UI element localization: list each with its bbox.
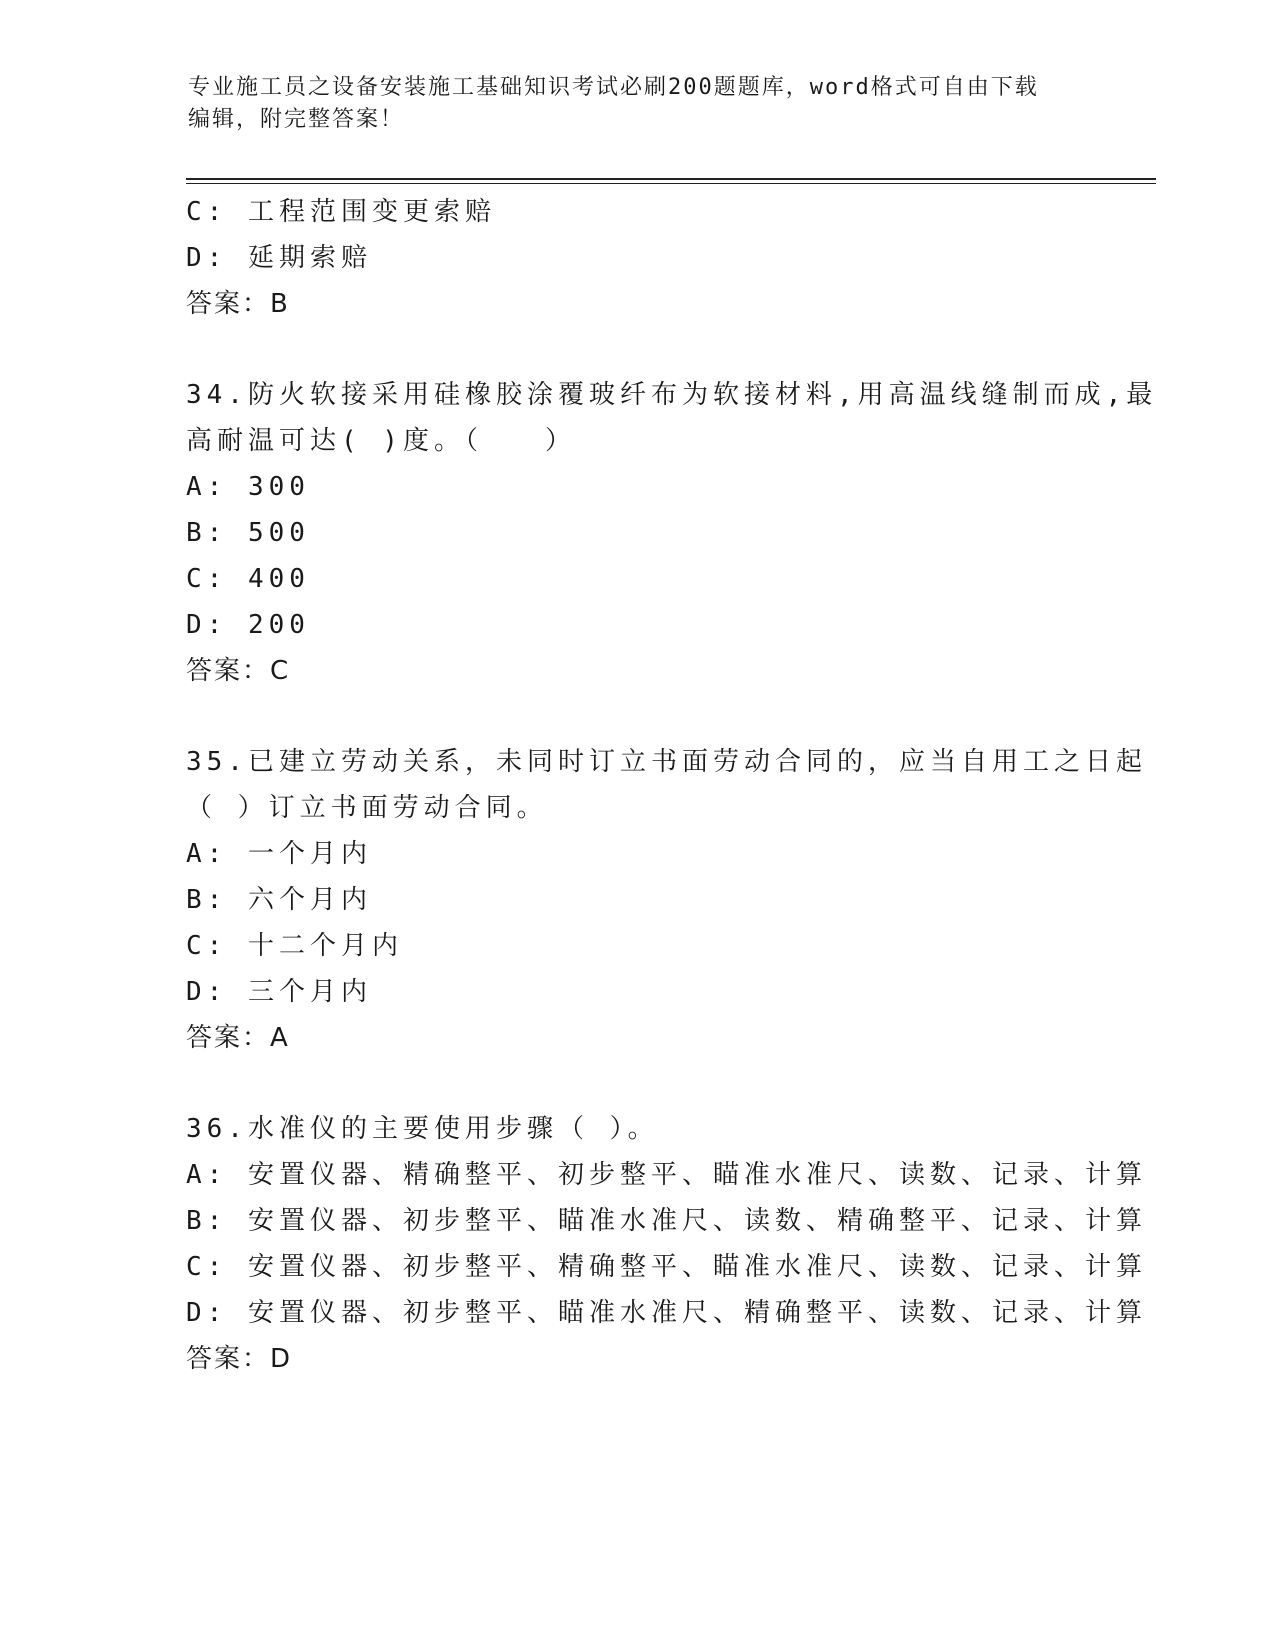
option-b: B: 500 bbox=[186, 518, 310, 548]
prev-question bbox=[186, 189, 1086, 327]
option-a: A: 一个月内 bbox=[186, 839, 372, 869]
document-body bbox=[186, 189, 1158, 1382]
answer-line: 答案：C bbox=[186, 656, 291, 686]
question-35 bbox=[186, 739, 1147, 1061]
header-line-1: 专业施工员之设备安装施工基础知识考试必刷200题题库，word格式可自由下载 bbox=[188, 75, 1039, 100]
question-line: （ ）订立书面劳动合同。 bbox=[186, 793, 548, 823]
answer-line: 答案：B bbox=[186, 289, 290, 319]
question-line: 36.水准仪的主要使用步骤（ ）。 bbox=[186, 1114, 659, 1144]
option-a: A: 安置仪器、精确整平、初步整平、瞄准水准尺、读数、记录、计算 bbox=[186, 1160, 1147, 1190]
option-c: C: 安置仪器、初步整平、精确整平、瞄准水准尺、读数、记录、计算 bbox=[186, 1252, 1147, 1282]
option-d: D: 三个月内 bbox=[186, 977, 372, 1007]
question-36 bbox=[186, 1106, 1147, 1382]
option-d: D: 200 bbox=[186, 610, 310, 640]
question-line: 34.防火软接采用硅橡胶涂覆玻纤布为软接材料,用高温线缝制而成,最 bbox=[186, 380, 1158, 410]
question-text bbox=[186, 739, 1147, 831]
answer-line: 答案：D bbox=[186, 1344, 293, 1374]
answer-line: 答案：A bbox=[186, 1023, 290, 1053]
header-divider-thick bbox=[186, 178, 1156, 180]
document-header bbox=[188, 72, 1068, 136]
question-text bbox=[186, 372, 1158, 464]
option-b: B: 安置仪器、初步整平、瞄准水准尺、读数、精确整平、记录、计算 bbox=[186, 1206, 1147, 1236]
header-line-2: 编辑，附完整答案！ bbox=[188, 107, 405, 132]
option-c: C: 十二个月内 bbox=[186, 931, 403, 961]
option-b: B: 六个月内 bbox=[186, 885, 372, 915]
spacer bbox=[186, 1061, 1086, 1106]
header-divider-thin bbox=[186, 183, 1156, 184]
spacer bbox=[186, 694, 1086, 739]
option-d: D: 延期索赔 bbox=[186, 243, 372, 273]
question-34 bbox=[186, 372, 1158, 694]
option-d: D: 安置仪器、初步整平、瞄准水准尺、精确整平、读数、记录、计算 bbox=[186, 1298, 1147, 1328]
option-a: A: 300 bbox=[186, 472, 310, 502]
option-c: C: 工程范围变更索赔 bbox=[186, 197, 496, 227]
question-line: 35.已建立劳动关系，未同时订立书面劳动合同的，应当自用工之日起 bbox=[186, 747, 1147, 777]
question-text bbox=[186, 1106, 1086, 1152]
question-line: 高耐温可达( )度。（ ） bbox=[186, 426, 576, 456]
option-c: C: 400 bbox=[186, 564, 310, 594]
spacer bbox=[186, 327, 1086, 372]
